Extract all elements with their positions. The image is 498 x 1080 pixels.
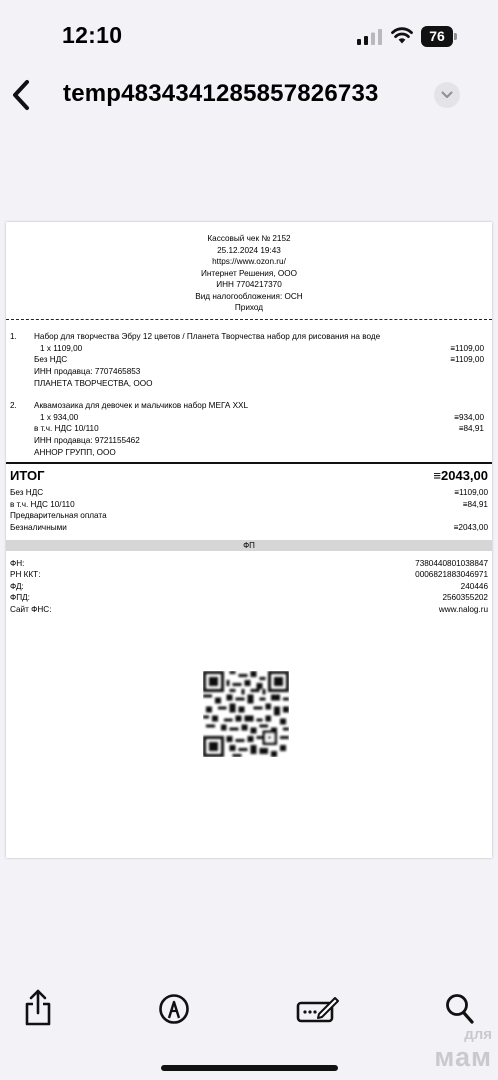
signature-icon[interactable] xyxy=(296,994,340,1024)
fiscal-value: 240446 xyxy=(460,582,488,591)
total-value: ≡2043,00 xyxy=(433,468,488,483)
item-seller-name: ПЛАНЕТА ТВОРЧЕСТВА, ООО xyxy=(34,379,153,388)
document-title[interactable]: temp4834341285857826733 xyxy=(63,80,379,107)
status-time: 12:10 xyxy=(62,22,123,48)
item-vat-amount: ≡1109,00 xyxy=(450,355,484,364)
title-menu-button[interactable] xyxy=(434,82,460,108)
total-label: ИТОГ xyxy=(10,468,45,483)
receipt-header-line: Вид налогообложения: ОСН xyxy=(195,291,303,301)
no-vat-label: Без НДС xyxy=(10,488,44,497)
item-vat-label: в т.ч. НДС 10/110 xyxy=(34,424,99,433)
item-qty-price: 1 x 1109,00 xyxy=(40,344,83,353)
item-seller-inn: ИНН продавца: 9721155462 xyxy=(34,436,140,445)
fiscal-label: РН ККТ: xyxy=(10,570,41,579)
total-divider xyxy=(6,462,492,464)
watermark xyxy=(412,1024,492,1072)
receipt-header xyxy=(6,233,492,314)
battery-level: 76 xyxy=(421,26,453,47)
chevron-left-icon[interactable] xyxy=(10,78,34,112)
item-amount: ≡1109,00 xyxy=(450,344,484,353)
fiscal-value: 2560355202 xyxy=(442,593,488,602)
battery-cap xyxy=(454,33,457,40)
status-bar xyxy=(0,0,498,72)
wifi-icon xyxy=(391,26,413,44)
fiscal-value: 0006821883046971 xyxy=(415,570,488,579)
fiscal-value: 7380440801038847 xyxy=(415,559,488,568)
item-seller-name: АННОР ГРУПП, ООО xyxy=(34,448,116,457)
receipt-header-line: Приход xyxy=(234,303,264,312)
fiscal-label: ФН: xyxy=(10,559,25,568)
battery-icon xyxy=(421,26,457,47)
home-indicator[interactable] xyxy=(161,1065,338,1071)
item-amount: ≡934,00 xyxy=(454,413,484,422)
item-name: Аквамозаика для девочек и мальчиков набор МЕГА XXL xyxy=(34,401,249,410)
receipt-header-line: ИНН 7704217370 xyxy=(216,280,282,289)
chevron-down-icon xyxy=(441,91,453,99)
markup-icon[interactable] xyxy=(158,993,190,1025)
item-number: 1. xyxy=(10,332,17,341)
share-icon[interactable] xyxy=(22,989,54,1027)
search-icon[interactable] xyxy=(445,993,475,1025)
vat-value: ≡84,91 xyxy=(462,500,488,509)
watermark-line: для xyxy=(464,1026,492,1043)
item-name: Набор для творчества Эбру 12 цветов / Планета Творчества набор для рисования на воде xyxy=(34,332,381,341)
no-vat-value: ≡1109,00 xyxy=(454,488,488,497)
item-qty-price: 1 x 934,00 xyxy=(40,413,79,422)
receipt-header-line: Кассовый чек № 2152 xyxy=(207,234,291,243)
watermark-line: мам xyxy=(434,1042,492,1072)
cashless-label: Безналичными xyxy=(10,523,67,532)
item-vat-amount: ≡84,91 xyxy=(458,424,484,433)
item-vat-label: Без НДС xyxy=(34,355,68,364)
cashless-value: ≡2043,00 xyxy=(453,523,488,532)
dashed-divider xyxy=(6,319,492,320)
qr-code xyxy=(203,671,289,757)
signal-icon xyxy=(357,29,382,45)
receipt-header-line: 25.12.2024 19:43 xyxy=(217,245,281,255)
fiscal-label: Сайт ФНС: xyxy=(10,605,52,614)
vat-label: в т.ч. НДС 10/110 xyxy=(10,500,75,509)
fiscal-value: www.nalog.ru xyxy=(438,605,488,614)
receipt-document xyxy=(6,222,492,858)
fiscal-label: ФД: xyxy=(10,582,24,591)
receipt-header-line: Интернет Решения, ООО xyxy=(201,268,297,278)
receipt-header-line: https://www.ozon.ru/ xyxy=(212,257,286,266)
fp-section-title: ФП xyxy=(6,540,492,551)
fiscal-label: ФПД: xyxy=(10,593,30,602)
prepay-label: Предварительная оплата xyxy=(10,511,107,520)
item-number: 2. xyxy=(10,401,17,410)
item-seller-inn: ИНН продавца: 7707465853 xyxy=(34,367,141,376)
